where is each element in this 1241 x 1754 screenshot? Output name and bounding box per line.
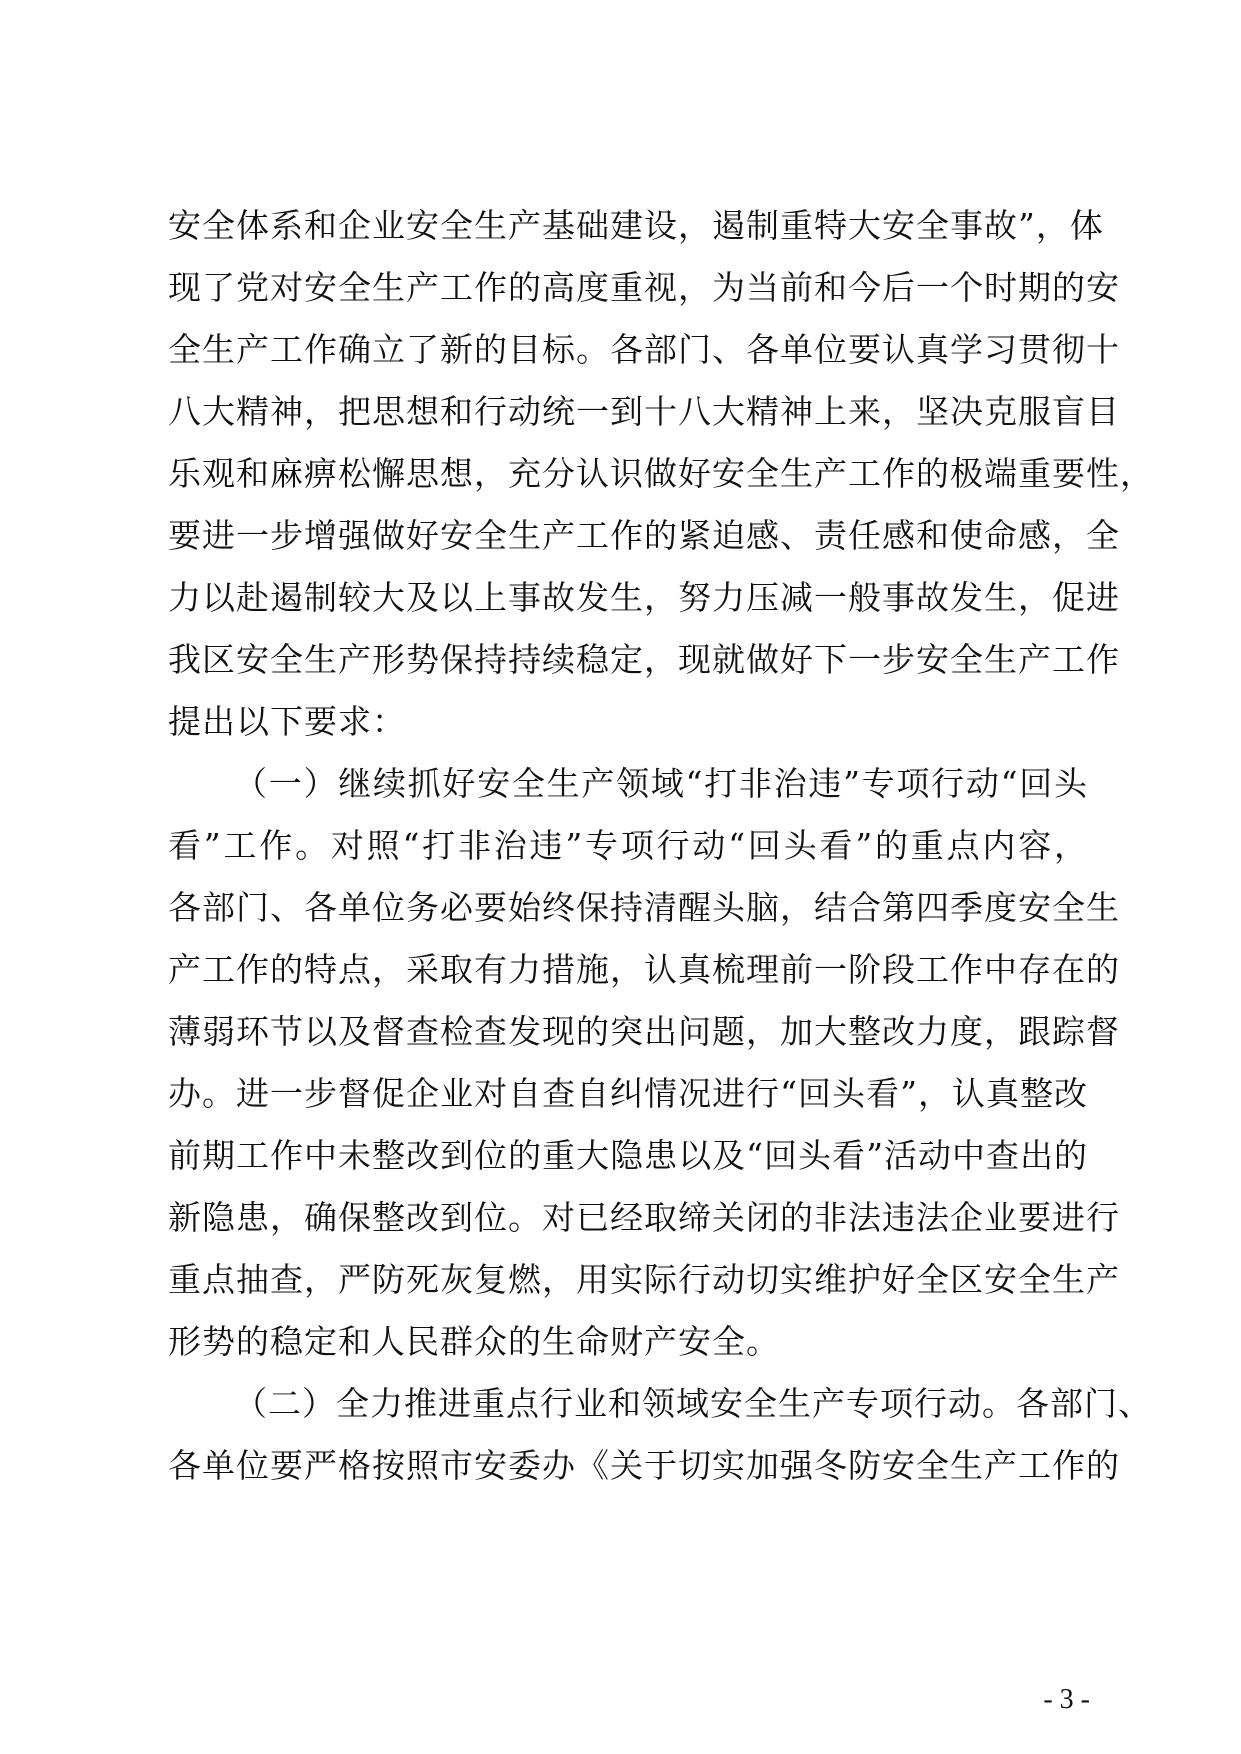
text-line: 乐观和麻痹松懈思想，充分认识做好安全生产工作的极端重要性， (168, 454, 1154, 493)
text-line: 现了党对安全生产工作的高度重视，为当前和今后一个时期的安 (168, 268, 1120, 307)
text-line: 提出以下要求： (168, 702, 406, 741)
text-line: 产工作的特点，采取有力措施，认真梳理前一阶段工作中存在的 (168, 950, 1120, 989)
text-line: 形势的稳定和人民群众的生命财产安全。 (168, 1322, 780, 1361)
text-line: 新隐患，确保整改到位。对已经取缔关闭的非法违法企业要进行 (168, 1198, 1120, 1237)
text-line: 办。进一步督促企业对自查自纠情况进行“回头看”，认真整改 (168, 1074, 1088, 1113)
text-line: 我区安全生产形势保持持续稳定，现就做好下一步安全生产工作 (168, 640, 1120, 679)
text-line: 前期工作中未整改到位的重大隐患以及“回头看”活动中查出的 (168, 1136, 1088, 1175)
text-line: 重点抽查，严防死灰复燃，用实际行动切实维护好全区安全生产 (168, 1260, 1120, 1299)
text-line: 要进一步增强做好安全生产工作的紧迫感、责任感和使命感，全 (168, 516, 1120, 555)
text-line: 各部门、各单位务必要始终保持清醒头脑，结合第四季度安全生 (168, 888, 1120, 927)
page-number: - 3 - (1043, 1684, 1090, 1715)
text-line: 全生产工作确立了新的目标。各部门、各单位要认真学习贯彻十 (168, 330, 1120, 369)
section-heading-2: （二）全力推进重点行业和领域安全生产专项行动。各部门、 (234, 1384, 1152, 1423)
text-line: 安全体系和企业安全生产基础建设，遏制重特大安全事故”，体 (168, 206, 1104, 245)
text-line: 八大精神，把思想和行动统一到十八大精神上来，坚决克服盲目 (168, 392, 1120, 431)
text-line: 各单位要严格按照市安委办《关于切实加强冬防安全生产工作的 (168, 1446, 1120, 1485)
section-heading-1: （一）继续抓好安全生产领域“打非治违”专项行动“回头 (234, 764, 1088, 803)
text-line: 薄弱环节以及督查检查发现的突出问题，加大整改力度，跟踪督 (168, 1012, 1120, 1051)
text-line: 力以赴遏制较大及以上事故发生，努力压减一般事故发生，促进 (168, 578, 1120, 617)
text-line: 看”工作。对照“打非治违”专项行动“回头看”的重点内容， (168, 826, 1088, 865)
